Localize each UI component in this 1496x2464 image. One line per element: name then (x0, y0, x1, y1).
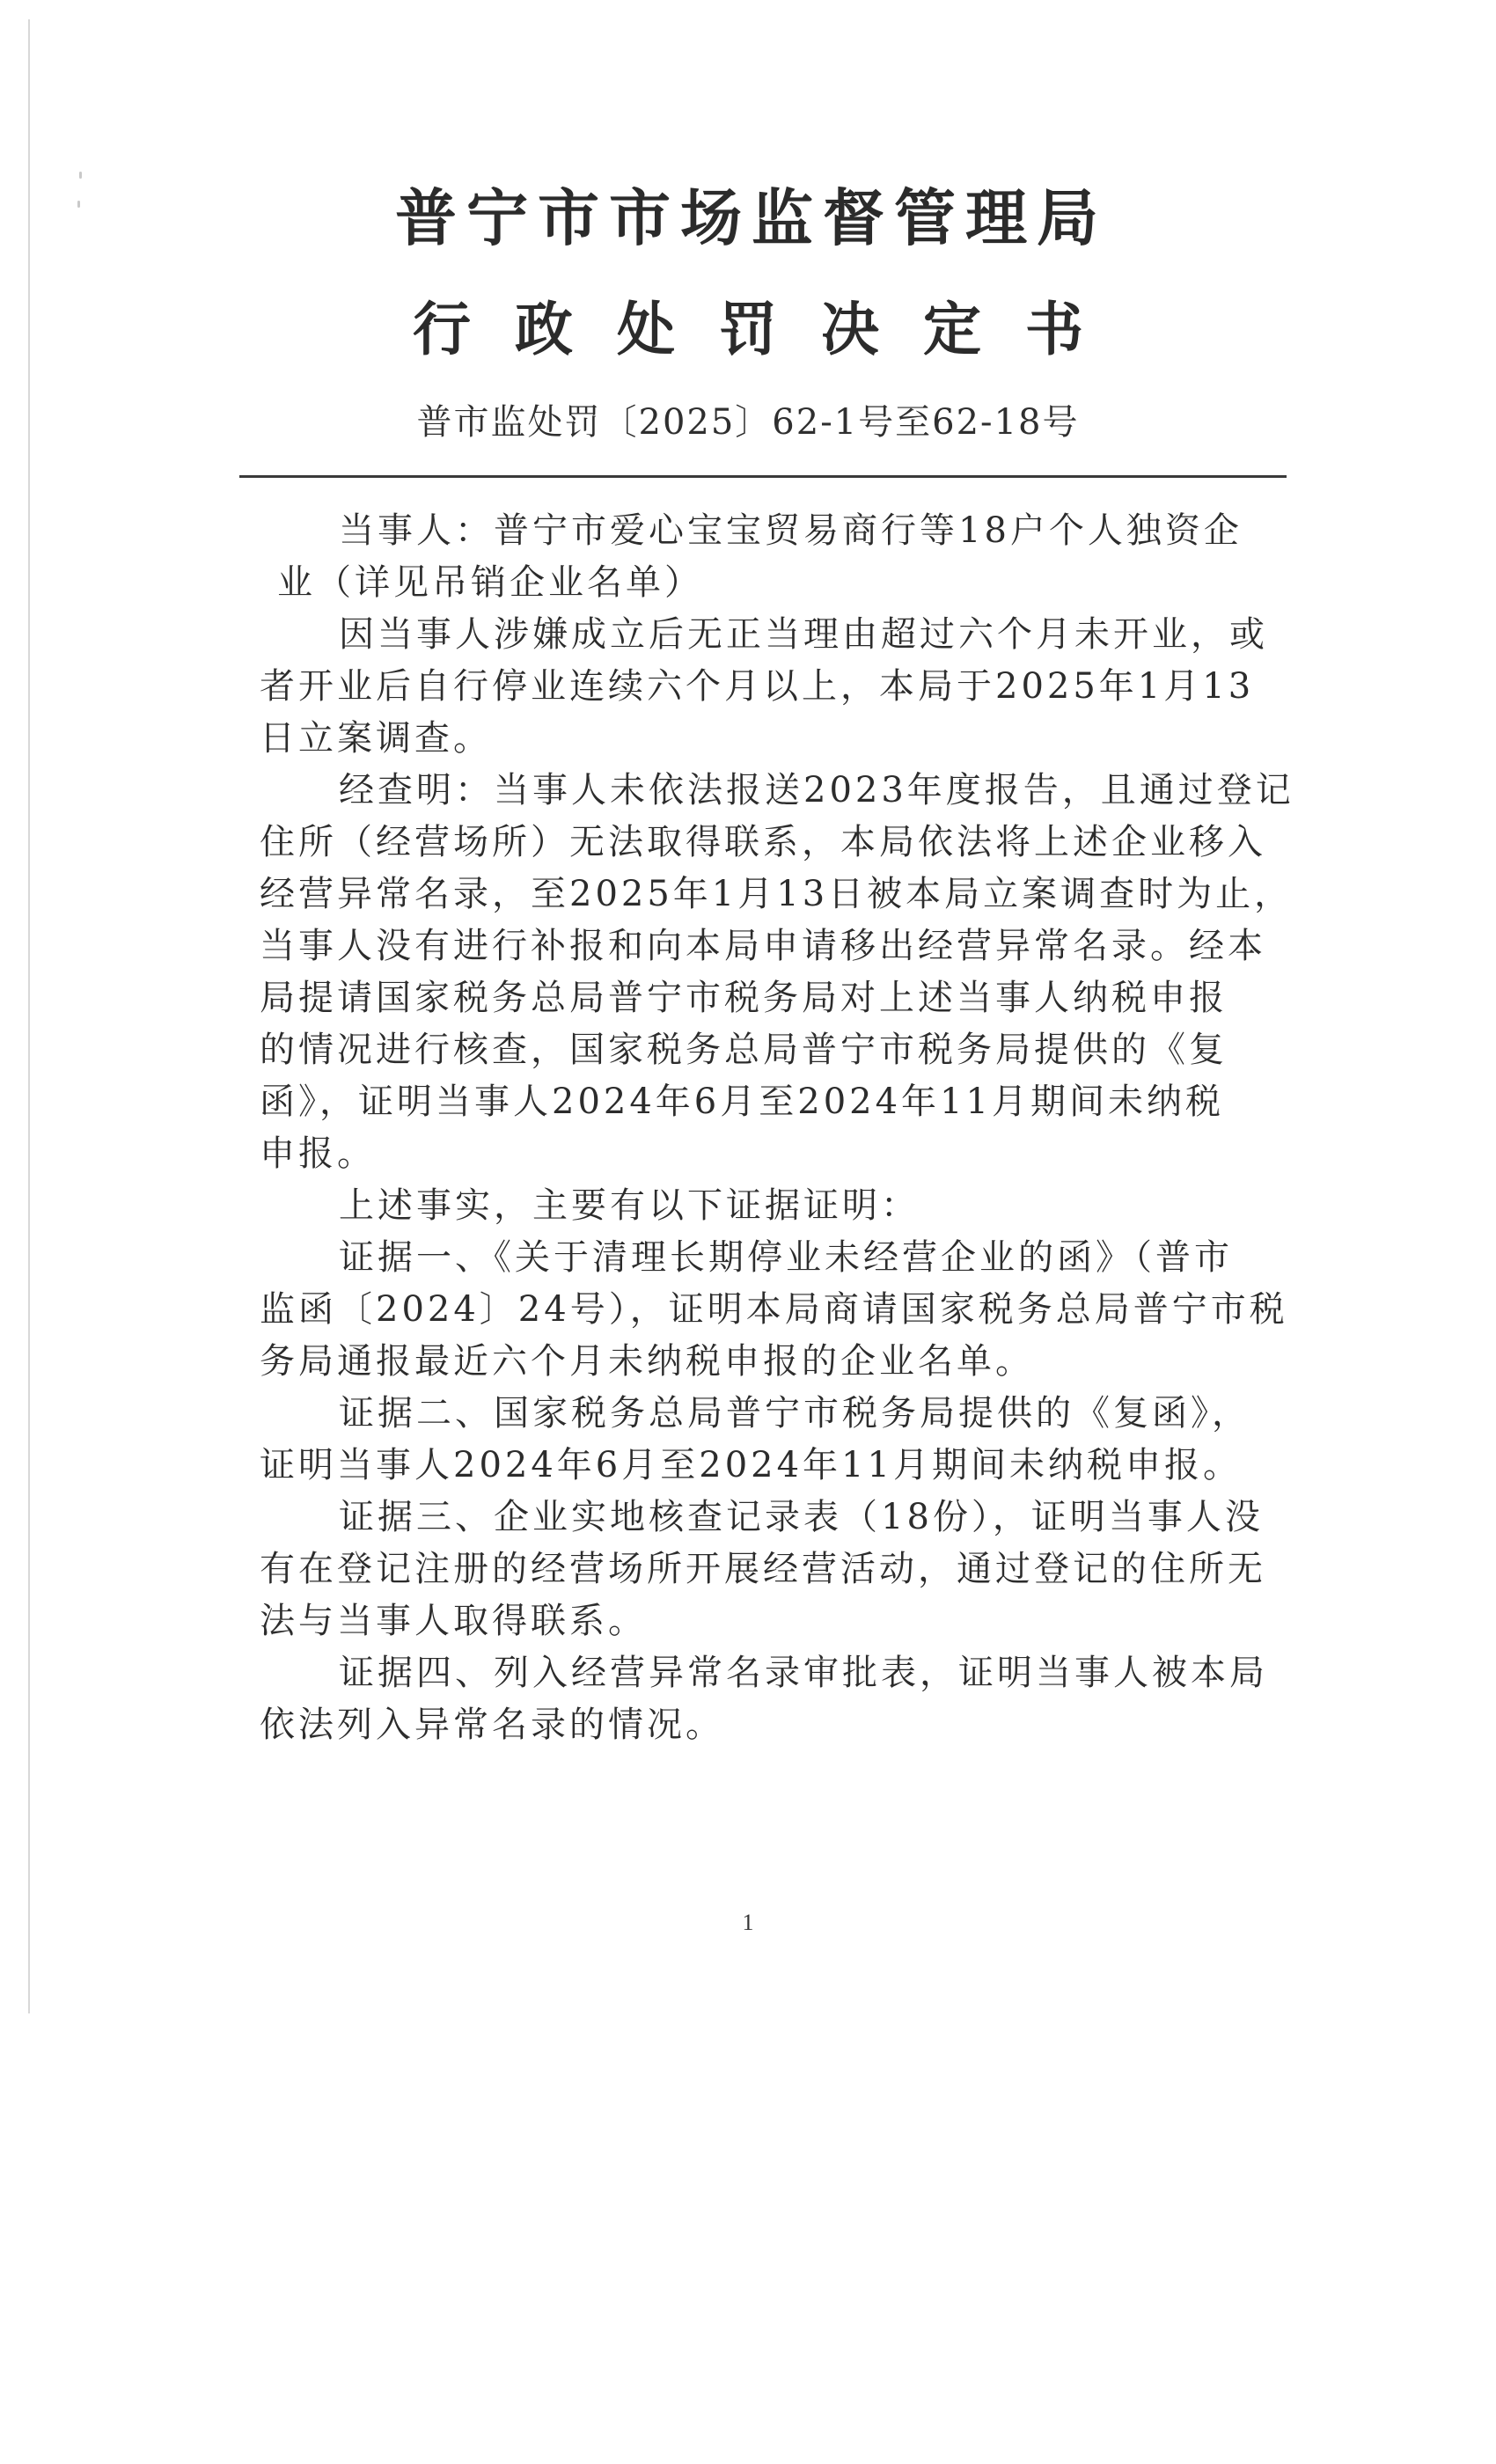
document-type-title: 行政处罚决定书 (413, 296, 1127, 363)
body-line: 申报。 (260, 1133, 376, 1174)
case-number: 普市监处罚〔2025〕62-1号至62-18号 (416, 402, 1080, 443)
body-line: 证据二、国家税务总局普宁市税务局提供的《复函》， (339, 1393, 1250, 1434)
body-line: 当事人：普宁市爱心宝宝贸易商行等18户个人独资企 (339, 510, 1243, 551)
body-line: 监函〔2024〕24号），证明本局商请国家税务总局普宁市税 (260, 1289, 1288, 1330)
body-line: 因当事人涉嫌成立后无正当理由超过六个月未开业，或 (339, 614, 1268, 655)
agency-title: 普宁市市场监督管理局 (395, 182, 1108, 254)
body-line: 证明当事人2024年6月至2024年11月期间未纳税申报。 (260, 1445, 1242, 1485)
document-body (260, 505, 1294, 1751)
body-line: 有在登记注册的经营场所开展经营活动，通过登记的住所无 (260, 1549, 1266, 1589)
header-divider (239, 475, 1287, 478)
body-line: 证据四、列入经营异常名录审批表，证明当事人被本局 (339, 1653, 1268, 1693)
page-number: 1 (742, 1910, 754, 1935)
body-line: 局提请国家税务总局普宁市税务局对上述当事人纳税申报 (260, 978, 1228, 1018)
body-line: 者开业后自行停业连续六个月以上，本局于2025年1月13 (260, 666, 1255, 707)
body-line: 住所（经营场所）无法取得联系，本局依法将上述企业移入 (260, 822, 1266, 862)
body-line: 上述事实，主要有以下证据证明： (339, 1185, 920, 1226)
body-line: 证据一、《关于清理长期停业未经营企业的函》（普市 (339, 1237, 1233, 1278)
body-line: 证据三、企业实地核查记录表（18份），证明当事人没 (339, 1497, 1264, 1537)
body-line: 经营异常名录，至2025年1月13日被本局立案调查时为止， (260, 874, 1294, 914)
body-line: 函》，证明当事人2024年6月至2024年11月期间未纳税 (260, 1082, 1224, 1122)
body-line: 法与当事人取得联系。 (260, 1601, 647, 1641)
body-line: 日立案调查。 (260, 718, 492, 759)
body-line: 经查明：当事人未依法报送2023年度报告，且通过登记 (339, 770, 1294, 810)
body-line: 当事人没有进行补报和向本局申请移出经营异常名录。经本 (260, 926, 1266, 966)
body-line: 依法列入异常名录的情况。 (260, 1705, 724, 1745)
body-line: 务局通报最近六个月未纳税申报的企业名单。 (260, 1341, 1034, 1382)
scan-speck (79, 172, 82, 179)
body-line: 业（详见吊销企业名单） (277, 562, 703, 603)
body-line: 的情况进行核查，国家税务总局普宁市税务局提供的《复 (260, 1030, 1228, 1070)
